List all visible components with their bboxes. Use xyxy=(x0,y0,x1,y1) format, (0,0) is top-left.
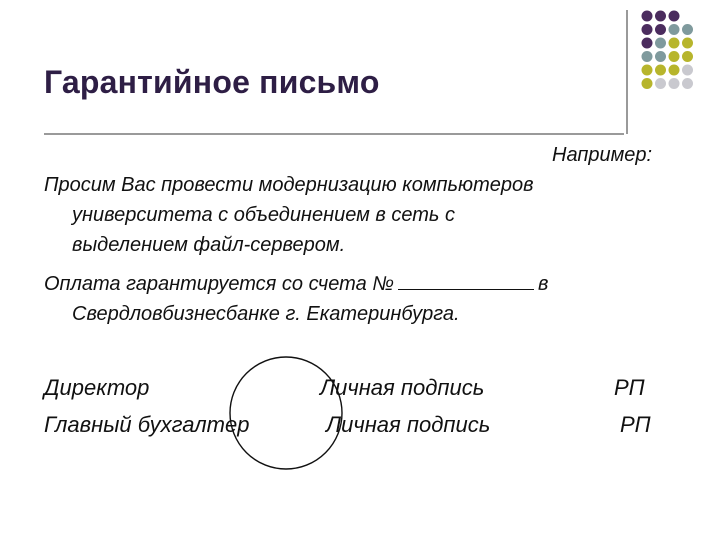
director-signature: Личная подпись xyxy=(320,375,485,400)
decor-dot xyxy=(642,24,653,35)
accountant-initials: РП xyxy=(620,412,651,437)
decor-dot xyxy=(669,78,680,89)
decor-dot xyxy=(642,11,653,22)
payment-line-1 xyxy=(44,269,548,299)
decor-dot xyxy=(655,78,666,89)
decor-dot xyxy=(655,65,666,76)
decor-dot xyxy=(642,65,653,76)
example-label: Например: xyxy=(552,144,653,166)
request-line-3: выделением файл-сервером. xyxy=(72,234,346,256)
accountant-role: Главный бухгалтер xyxy=(44,412,250,437)
payment-text-after: в xyxy=(537,273,549,295)
vertical-rule xyxy=(626,10,628,134)
decor-dot xyxy=(669,65,680,76)
decor-dot xyxy=(642,51,653,62)
decor-dot xyxy=(655,24,666,35)
account-number-blank xyxy=(398,271,534,290)
request-line-2: университета с объединением в сеть с xyxy=(72,204,455,226)
horizontal-rule xyxy=(44,133,624,135)
decor-dot xyxy=(669,51,680,62)
decor-dot xyxy=(655,11,666,22)
decor-dot xyxy=(669,38,680,49)
decor-dot xyxy=(682,24,693,35)
accountant-signature: Личная подпись xyxy=(326,412,491,437)
director-initials: РП xyxy=(614,375,645,400)
decor-dot xyxy=(682,51,693,62)
request-line-1: Просим Вас провести модернизацию компьютеров xyxy=(44,174,534,196)
payment-line-2: Свердловбизнесбанке г. Екатеринбурга. xyxy=(72,303,460,325)
payment-text: Оплата гарантируется со счета № xyxy=(44,273,394,295)
decor-dot xyxy=(682,65,693,76)
decor-dot xyxy=(655,38,666,49)
page-title: Гарантийное письмо xyxy=(44,64,380,100)
decor-dot xyxy=(655,51,666,62)
director-role: Директор xyxy=(44,375,150,400)
decor-dot xyxy=(682,38,693,49)
decor-dot xyxy=(682,78,693,89)
decor-dot xyxy=(669,11,680,22)
decor-dot xyxy=(669,24,680,35)
decor-dot xyxy=(642,38,653,49)
decor-dot xyxy=(642,78,653,89)
